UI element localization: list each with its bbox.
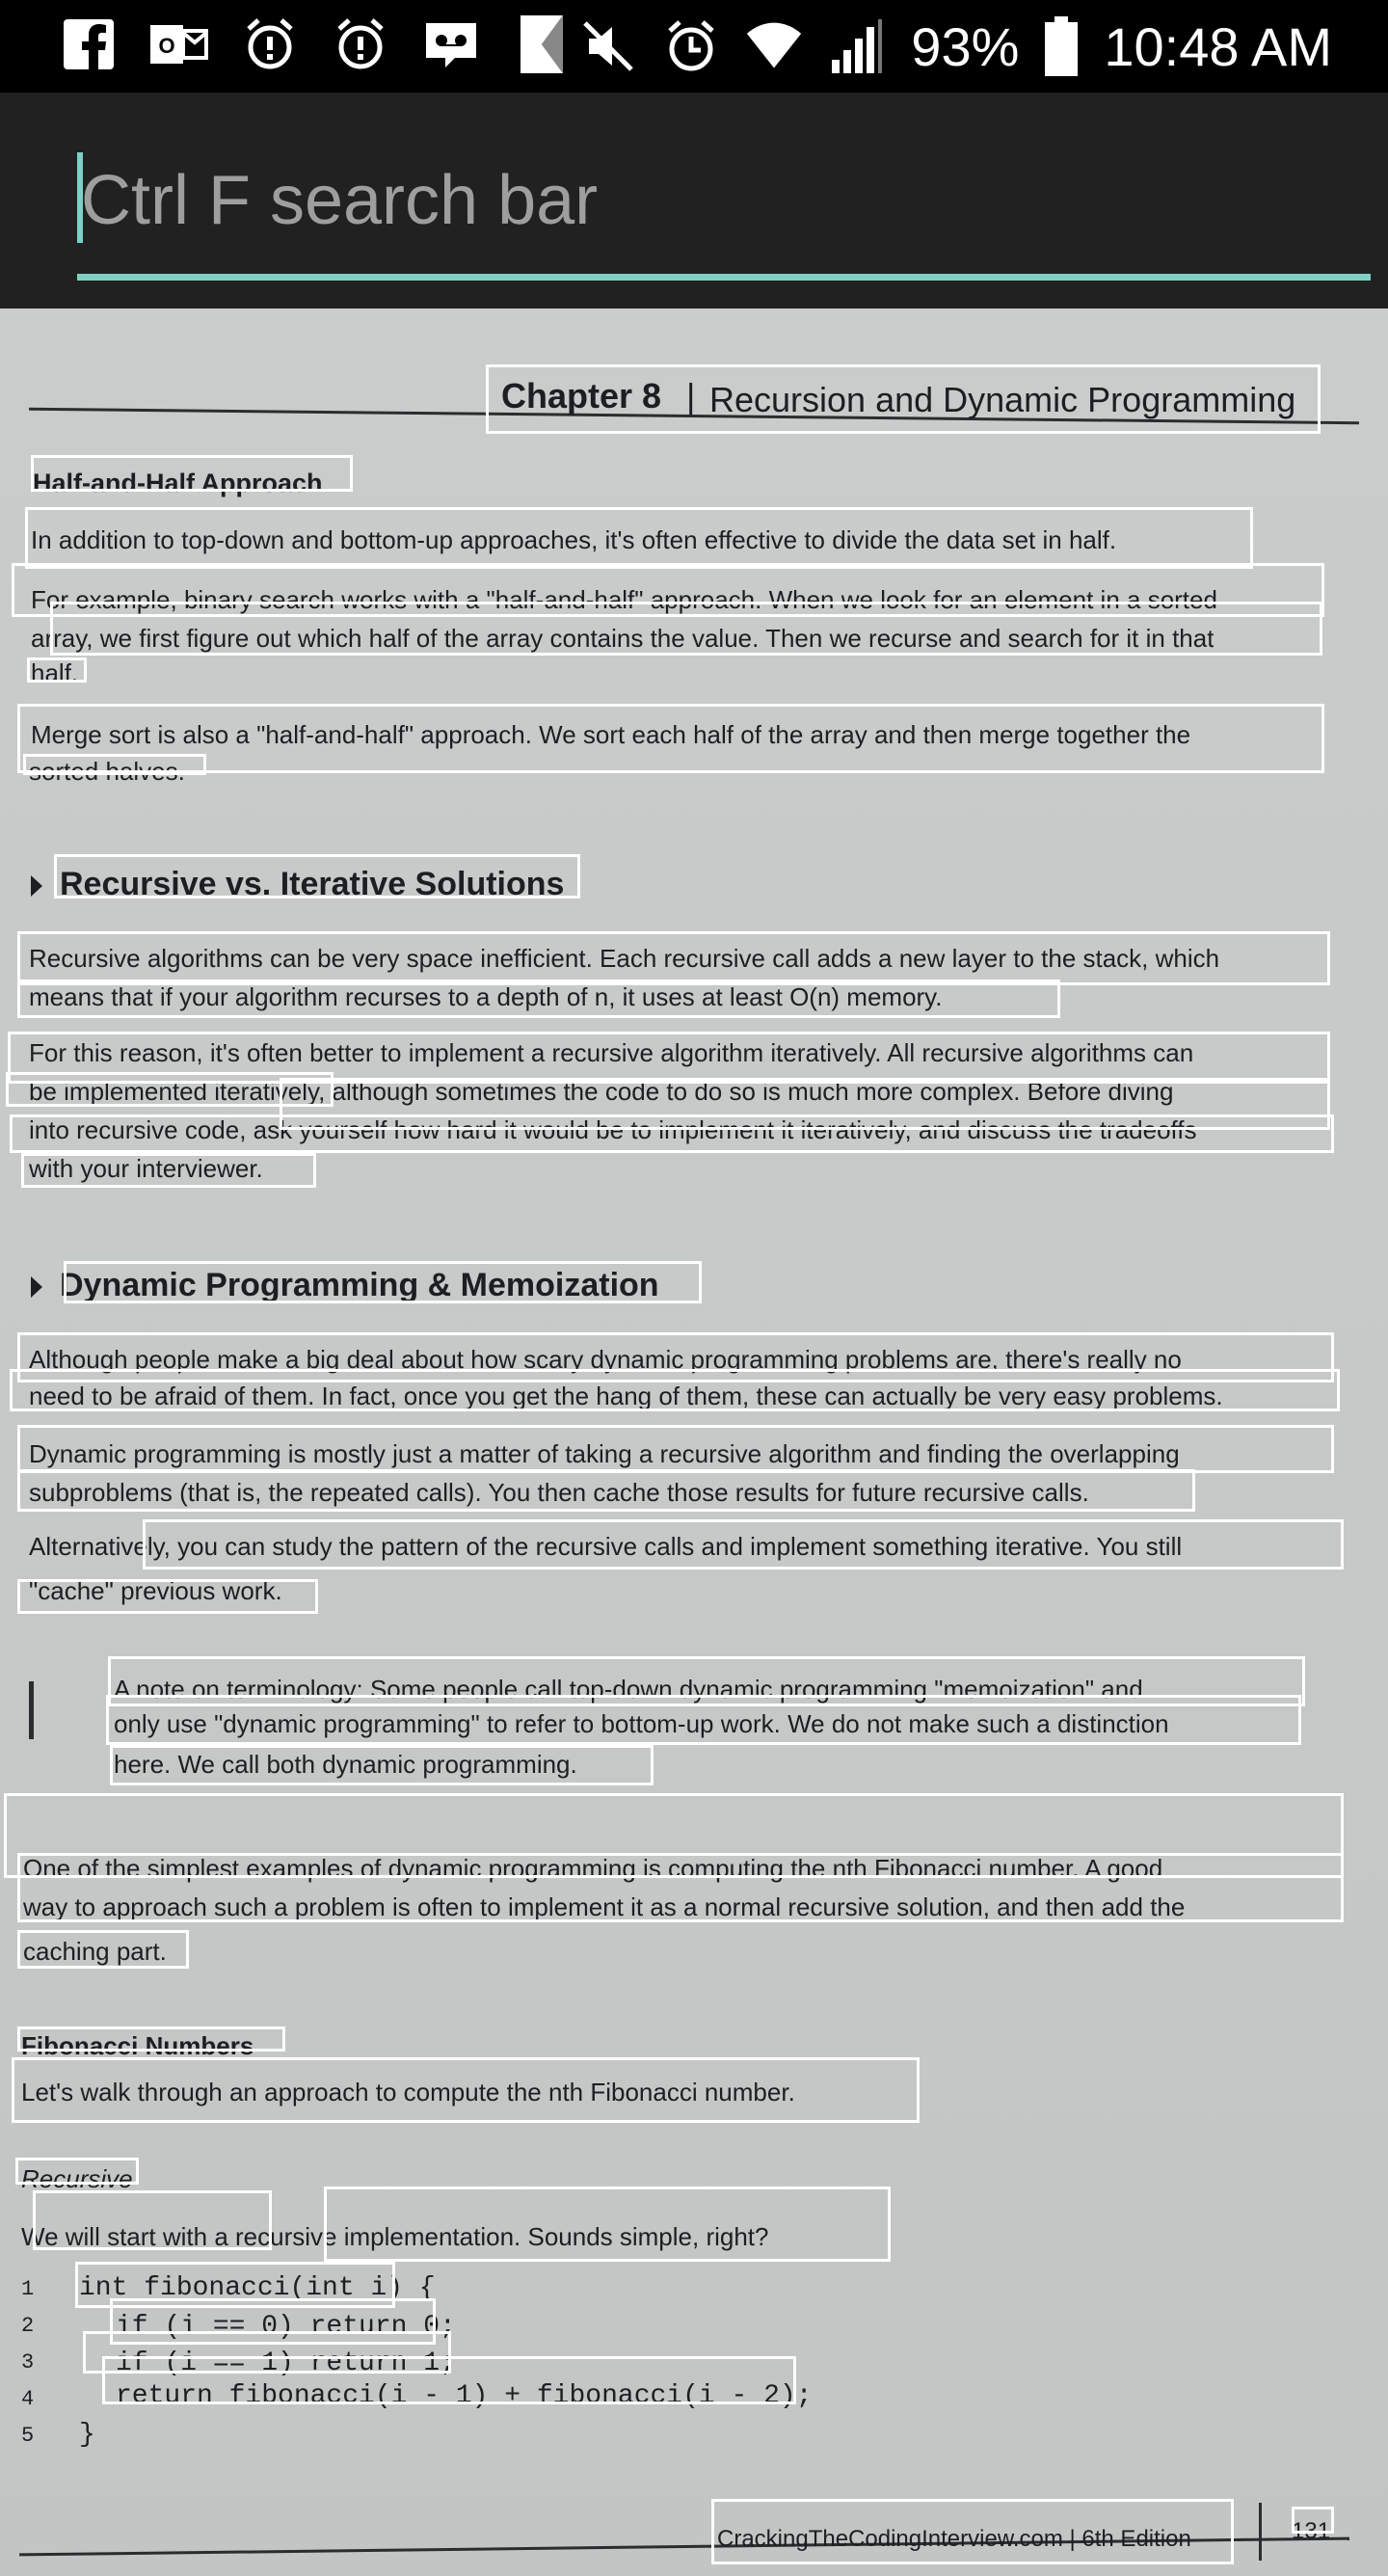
dp-p1-l2: need to be afraid of them. In fact, once you get the hang of them, these can actually be very easy problems. bbox=[29, 1382, 1223, 1410]
note-l2: only use "dynamic programming" to refer to bottom-up work. We do not make such a distinction bbox=[114, 1710, 1169, 1738]
dp-p1-l1: Although people make a big deal about how scary dynamic programming problems are, there's really no bbox=[29, 1346, 1182, 1374]
section-arrow-icon-2 bbox=[31, 1276, 42, 1298]
ocr-box-footer-page[interactable] bbox=[1292, 2507, 1334, 2534]
notification-icons bbox=[60, 13, 571, 75]
half-p2-l3: half. bbox=[31, 659, 79, 687]
status-bar bbox=[0, 0, 1388, 93]
rec-p2-l1: For this reason, it's often better to implement a recursive algorithm iteratively. All recursive algorithms can bbox=[29, 1039, 1194, 1067]
section-arrow-icon bbox=[31, 875, 42, 897]
half-p2-l1: For example, binary search works with a "half-and-half" approach. When we look for an element in a sorted bbox=[31, 586, 1217, 614]
rec-p1-l1: Recursive algorithms can be very space inefficient. Each recursive call adds a new layer to the stack, which bbox=[29, 945, 1220, 973]
fib-p-l2: way to approach such a problem is often to implement it as a normal recursive solution, and then add the bbox=[23, 1893, 1186, 1921]
half-p3-l1: Merge sort is also a "half-and-half" approach. We sort each half of the array and then merge together the bbox=[31, 721, 1191, 749]
code-line-num-4: 4 bbox=[21, 2387, 35, 2411]
code-line-3: if (i == 1) return 1; bbox=[116, 2348, 456, 2378]
ocr-box-note-l2[interactable] bbox=[106, 1695, 1301, 1745]
ocr-box-dp-p2-l1[interactable] bbox=[17, 1425, 1334, 1473]
wifi-icon bbox=[745, 15, 803, 77]
search-input[interactable] bbox=[77, 145, 1375, 256]
ocr-box-recursive-label[interactable] bbox=[15, 2158, 139, 2185]
ocr-box-recursive-intro-b[interactable] bbox=[324, 2187, 891, 2262]
alarm-alert-icon-2 bbox=[332, 13, 389, 75]
half-heading: Half-and-Half Approach bbox=[33, 469, 323, 497]
rec-p2-l3: into recursive code, ask yourself how hard it would be to implement it iteratively, and discuss the tradeoffs bbox=[29, 1116, 1197, 1144]
dp-p2-l1: Dynamic programming is mostly just a matter of taking a recursive algorithm and finding the overlapping bbox=[29, 1440, 1180, 1468]
ocr-box-rec-p2-l3[interactable] bbox=[10, 1114, 1334, 1153]
outlook-icon bbox=[150, 13, 208, 75]
chapter-title: Recursion and Dynamic Programming bbox=[709, 380, 1296, 419]
code-line-num-5: 5 bbox=[21, 2424, 35, 2448]
fib-intro: Let's walk through an approach to compute the nth Fibonacci number. bbox=[21, 2079, 795, 2106]
recursive-label: Recursive bbox=[21, 2165, 133, 2193]
note-l3: here. We call both dynamic programming. bbox=[114, 1751, 577, 1779]
half-p1: In addition to top-down and bottom-up approaches, it's often effective to divide the data set in half. bbox=[31, 526, 1117, 554]
code-line-4: return fibonacci(i - 1) + fibonacci(i - 2); bbox=[116, 2381, 813, 2411]
system-indicators bbox=[579, 10, 1332, 83]
rec-p2-l2: be implemented iteratively, although sometimes the code to do so is much more complex. Before diving bbox=[29, 1078, 1174, 1106]
ocr-box-dp-p3-l1[interactable] bbox=[143, 1519, 1344, 1570]
footer-divider bbox=[1259, 2503, 1262, 2561]
footer-page: 131 bbox=[1292, 2518, 1331, 2544]
mute-icon bbox=[579, 15, 637, 77]
ocr-box-fib-p-l2[interactable] bbox=[17, 1853, 1344, 1922]
ocr-box-half-p2-l2[interactable] bbox=[50, 602, 1322, 656]
ocr-box-rec-p1-l1[interactable] bbox=[17, 931, 1330, 985]
recursive-intro: We will start with a recursive implementation. Sounds simple, right? bbox=[21, 2223, 769, 2251]
ocr-box-code-4[interactable] bbox=[102, 2356, 796, 2404]
signal-icon bbox=[828, 15, 886, 77]
alarm-icon bbox=[662, 15, 720, 77]
ocr-box-half-heading[interactable] bbox=[31, 455, 353, 492]
dp-heading: Dynamic Programming & Memoization bbox=[60, 1267, 659, 1303]
rec-p2-l4: with your interviewer. bbox=[29, 1155, 263, 1183]
ocr-box-fib-intro[interactable] bbox=[12, 2057, 920, 2123]
fib-p-l3: caching part. bbox=[23, 1938, 167, 1966]
ocr-box-half-p3-l2[interactable] bbox=[23, 754, 206, 775]
footer-site: CrackingTheCodingInterview.com | 6th Edition bbox=[717, 2526, 1191, 2552]
code-line-1: int fibonacci(int i) { bbox=[79, 2273, 436, 2303]
ocr-box-half-p2-l3[interactable] bbox=[27, 657, 87, 683]
clock: 10:48 AM bbox=[1104, 15, 1332, 77]
app-k-icon bbox=[513, 13, 571, 75]
dp-p2-l2: subproblems (that is, the repeated calls). You then cache those results for future recursive calls. bbox=[29, 1479, 1089, 1507]
battery-percent: 93% bbox=[911, 15, 1020, 77]
chapter-number: Chapter 8 bbox=[501, 376, 662, 416]
ocr-box-footer-site[interactable] bbox=[711, 2499, 1234, 2564]
facebook-icon bbox=[60, 13, 118, 75]
ocr-box-rec-heading[interactable] bbox=[54, 854, 580, 899]
rec-heading: Recursive vs. Iterative Solutions bbox=[60, 866, 565, 902]
ocr-box-recursive-intro-a[interactable] bbox=[33, 2190, 272, 2250]
ocr-box-dp-p1-l2[interactable] bbox=[10, 1369, 1340, 1411]
ocr-box-half-p1[interactable] bbox=[25, 507, 1253, 569]
fib-heading: Fibonacci Numbers bbox=[21, 2032, 254, 2060]
search-underline bbox=[77, 274, 1371, 281]
half-p3-l2: sorted halves. bbox=[29, 758, 185, 786]
voicemail-icon bbox=[422, 13, 480, 75]
ocr-box-half-p3[interactable] bbox=[17, 704, 1324, 773]
ocr-box-fib-p-l3[interactable] bbox=[17, 1930, 189, 1969]
rec-p1-l2: means that if your algorithm recurses to a depth of n, it uses at least O(n) memory. bbox=[29, 983, 943, 1011]
note-l1: A note on terminology: Some people call top-down dynamic programming "memoization" and bbox=[114, 1676, 1143, 1704]
ocr-box-dp-p3-l2[interactable] bbox=[17, 1579, 318, 1614]
ocr-box-rec-p2-l4[interactable] bbox=[21, 1153, 316, 1188]
code-line-2: if (i == 0) return 0; bbox=[116, 2312, 456, 2342]
ocr-box-fib-heading[interactable] bbox=[17, 2026, 285, 2052]
camera-document-view bbox=[0, 309, 1388, 2576]
note-bar bbox=[29, 1681, 34, 1739]
code-line-num-3: 3 bbox=[21, 2350, 35, 2375]
dp-p3-l1: Alternatively, you can study the pattern of the recursive calls and implement something iterative. You still bbox=[29, 1533, 1183, 1561]
code-line-num-1: 1 bbox=[21, 2277, 35, 2301]
dp-p3-l2: "cache" previous work. bbox=[29, 1577, 282, 1605]
ocr-box-dp-p2-l2[interactable] bbox=[17, 1469, 1195, 1512]
fib-p-l1: One of the simplest examples of dynamic programming is computing the nth Fibonacci number. A good bbox=[23, 1855, 1163, 1883]
ocr-box-dp-heading[interactable] bbox=[64, 1261, 702, 1303]
svg-text:O: O bbox=[158, 34, 175, 58]
alarm-alert-icon bbox=[241, 13, 299, 75]
code-line-num-2: 2 bbox=[21, 2314, 35, 2338]
battery-icon bbox=[1044, 15, 1079, 77]
code-line-5: } bbox=[79, 2420, 95, 2450]
ocr-box-rec-p1-l2[interactable] bbox=[17, 979, 1060, 1018]
half-p2-l2: array, we first figure out which half of the array contains the value. Then we recurse and search for it in that bbox=[31, 625, 1214, 653]
text-cursor bbox=[77, 152, 83, 243]
header-divider-bar: | bbox=[686, 376, 696, 416]
ocr-box-header[interactable] bbox=[486, 364, 1321, 434]
ocr-box-note-l3[interactable] bbox=[110, 1745, 654, 1785]
